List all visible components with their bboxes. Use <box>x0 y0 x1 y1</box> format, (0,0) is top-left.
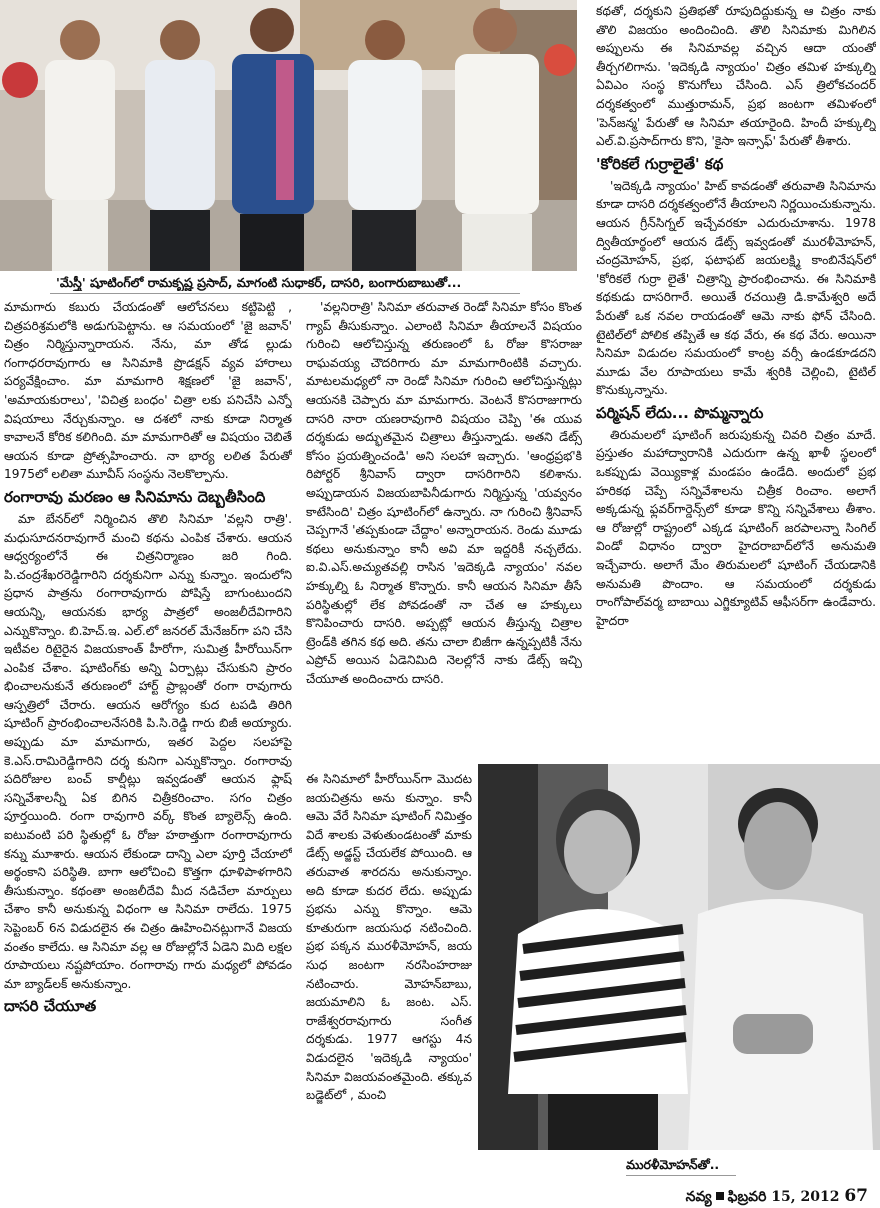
col1-paragraph: మా బేనర్‌లో నిర్మించిన తొలి సినిమా 'వల్లని రాత్రి'. మధుసూదనరావుగారే మంచి కథను ఎంపిక చేశారు. ఆయన ఆధ్వర్యంలోనే ఈ చిత్రనిర్మాణం జరి గింది. పి.చంద్రశేఖరరెడ్డిగారిని దర్శకునిగా ఎన్ను కున్నాం. ఇందులోని ప్రధాన పాత్రను రంగారావుగారు పోషిస్తే బాగుంటుందని ఆయన్ని, ఆయనకు భార్య పాత్రలో అంజలీదేవిగారిని ఎన్నుకొన్నాం. బి.హెచ్.ఇ. ఎల్.లో జనరల్ మేనేజర్‌గా పని చేసి ఇటీవల రిటైరైన విజయకాంత్ హీరోగా, సుమిత్ర హీరోయిన్‌గా ఎంపిక చేశాం. షూటింగ్‌కు అన్ని ఏర్పాట్లు చేసుకుని ప్రారం భించాలనుకునే తరుణంలో హార్ట్ ప్రాబ్లంతో రంగా రావుగారు ఆస్పత్రిలో చేరారు. ఆయన ఆరోగ్యం కుద టపడి తిరిగి షూటింగ్ ప్రారంభించాలనేసరికి పి.సి.రెడ్డి గారు బిజీ అయ్యారు. అప్పుడు మా మామగారు, ఇతర పెద్దల సలహాపై కె.ఎస్.రామిరెడ్డిగారిని దర్శ కునిగా ఎన్నుకొన్నాం. రంగారావు పదిరోజుల బంచ్ కాల్షీట్లు ఇవ్వడంతో ఆయన ఫ్లాష్ సన్నివేశాలన్నీ ఏక బిగిన చిత్రీకరించాం. సగం చిత్రం పూర్తయింది. రంగా రావుగారి వర్క్ కొంత బ్యాలెన్స్ ఉంది. ఐటువంటి పరి స్థితుల్లో ఓ రోజు హఠాత్తుగా రంగారావుగారు కన్ను మూశారు. ఆయన లేకుండా దాన్ని ఎలా పూర్తి చేయాలో అర్థంకాని పరిస్థితి. బాగా ఆలోచించి కొత్తగా ధూళిపాళగారిని తీసుకున్నాం. కథంతా అంజలీదేవి మీద నడిచేలా మార్పులు చేశాం కానీ అనుకున్న విధంగా ఆ సినిమా రాలేదు. 1975 సెప్టెంబర్ 6న విడుదలైన ఈ చిత్రం ఊహించినట్లుగానే విజయ వంతం కాలేదు. ఆ సినిమా వల్ల ఆ రోజుల్లోనే ఏడెని మిది లక్షల రూపాయలు నష్టపోయాం. రంగారావు గారు మధ్యలో పోవడం మా బ్యాడ్‌లక్ అనుకున్నాం. <box>4 511 292 991</box>
column-3 <box>596 2 876 762</box>
caption-rule <box>50 293 520 294</box>
top-photo-caption: 'మేస్త్రీ' షూటింగ్‌లో రామకృష్ణ ప్రసాద్, మాగంటి సుధాకర్, దాసరి, బంగారుబాబుతో... <box>56 275 462 290</box>
col3-paragraph: తిరుమలలో షూటింగ్ జరుపుకున్న చివరి చిత్రం మాదే. ప్రస్తుతం మహాద్వారానికి ఎదురుగా ఉన్న ఖాళీ స్థలంలో ఒకప్పుడు వెయ్యికాళ్ల మండపం ఉండేది. అందులో ప్రభ హరికథ చెప్పే సన్నివేశాలను చిత్రీక రించాం. అలాగే అక్కడున్న ఫ్లవర్‌గార్డెన్స్‌లో కూడా కొన్ని సన్నివేశాలు తీశాం. ఆ రోజుల్లో రాష్ట్రంలో ఎక్కడ షూటింగ్ జరపాలన్నా సింగిల్ విండో విధానం ద్వారా హైదరాబాద్‌లోనే అనుమతి ఇచ్చేవారు. అలాగే మేం తిరుమలలో షూటింగ్ చేయడానికి అనుమతి పొందాం. ఆ సమయంలో దర్శకుడు రాంగోపాల్‌వర్మ బాబాయి ఎగ్జిక్యూటివ్ ఆఫీసర్‌గా ఉండేవారు. హైదరా <box>596 427 876 628</box>
col3-paragraph: కథతో, దర్శకుని ప్రతిభతో రూపుదిద్దుకున్న ఆ చిత్రం నాకు తొలి విజయం అందించింది. తొలి సినిమాకు మిగిలిన అప్పులను ఈ సినిమావల్ల వచ్చిన ఆదా యంతో తీర్చగలిగాను. 'ఇదెక్కడి న్యాయం' చిత్రం తమిళ హక్కుల్ని ఏవిఎం సంస్థ కొనుగోలు చేసింది. ఎస్ త్రిలోకచందర్ దర్శకత్వంలో ముత్తురామన్, ప్రభ జంటగా తమిళంలో 'పెన్‌జన్మ' పేరుతో ఆ సినిమా తయారైంది. హిందీ హక్కుల్ని ఎల్.వి.ప్రసాద్‌గారు కొని, 'కైసా ఇన్సాఫ్' పేరుతో తీశారు. <box>596 4 876 149</box>
col2-paragraph: ఈ సినిమాలో హీరోయిన్‌గా మొదట జయచిత్రను అను కున్నాం. కానీ ఆమె వేరే సినిమా షూటింగ్ నిమిత్తం విదే శాలకు వెళుతుండటంతో మాకు డేట్స్ అడ్జస్ట్ చేయలేక పోయింది. ఆ తరువాత శారదను అనుకున్నాం. అది కూడా కుదర లేదు. అప్పుడు ప్రభను ఎన్ను కొన్నాం. ఆమె కూతురుగా జయసుధ నటించింది. ప్రభ పక్కన మురళీమోహన్, జయ సుధ జంటగా నరసింహరాజు నటించారు. మోహన్‌బాబు, జయమాలిని ఓ జంట. ఎస్. రాజేశ్వరరావుగారు సంగీత దర్శకుడు. 1977 ఆగస్టు 4న విడుదలైన 'ఇదెక్కడి న్యాయం' సినిమా విజయవంతమైంది. తక్కువ బడ్జెట్‌లో , మంచి <box>306 772 472 1103</box>
section-heading: దాసరి చేయూత <box>4 997 97 1016</box>
bottom-photo <box>478 764 880 1150</box>
section-heading: రంగారావు మరణం ఆ సినిమాను దెబ్బతీసింది <box>4 487 266 506</box>
bottom-photo-caption: మురళీమోహన్‌తో.. <box>626 1157 720 1172</box>
col3-paragraph: 'ఇదెక్కడి న్యాయం' హిట్ కావడంతో తరువాతి సినిమాను కూడా దాసరి దర్శకత్వంలోనే తీయాలని నిర్ణయించుకున్నాను. ఆయన గ్రీన్‌సిగ్నల్ ఇచ్చేవరకూ ఎదురుచూశాను. 1978 ద్వితీయార్థంలో ఆయన డేట్స్ ఇవ్వడంతో మురళీమోహన్, చంద్రమోహన్, ప్రభ, ఫటాఫట్ జయలక్ష్మి కాంబినేషన్‌లో 'కోరికలే గుర్రా లైతే' చిత్రాన్ని ప్రారంభించాను. ఈ సినిమాకి కథకుడు దాసరిగారే. అయితే రచయిత్రి డి.కామేశ్వరి అదే పేరుతో ఒక నవల రాయడంతో ఆమె నాకు ఫోన్ చేసింది. టైటిల్‌లో పోలిక తప్పితే ఆ కథ వేరు, ఈ కథ వేరు. అయినా సినిమా విడుదల సమయంలో కాంట్ర వర్సీ ఉండకూడదని మూడు వేల రూపాయలు కామే శ్వరికి చెల్లించి, టైటిల్ కొనుక్కున్నాను. <box>596 178 876 398</box>
page-number: 67 <box>844 1186 868 1206</box>
section-heading: 'కోరికలే గుర్రాలైతే' కథ <box>596 154 724 173</box>
column-2 <box>306 298 582 768</box>
top-photo <box>0 0 577 271</box>
col1-paragraph: మామగారు కబురు చేయడంతో ఆలోచనలు కట్టిపెట్టి , చిత్రపరిశ్రమలోకి అడుగుపెట్టాను. ఆ సమయంలో 'జై జవాన్' చిత్రం నిర్మిస్తున్నారాయన. నేను, మా తోడ ల్లుడు గంగాధరరావుగారు ఆ సినిమాకి ప్రొడక్షన్ వ్యవ హారాలు పర్యవేక్షించాం. మా మామగారి శిక్షణలో 'జై జవాన్', 'అమాయకురాలు', 'విచిత్ర బంధం' చిత్రా లకు పనిచేసి ఎన్నో విషయాలు నేర్చుకున్నాం. ఆ దశలో నాకు కూడా నిర్మాత కావాలనే కోరిక కలిగింది. మా మామగారితో ఆ విషయం చెబితే ఆయన కూడా ప్రోత్సహించారు. నా భార్య లలిత పేరుతో 1975లో లలితా మూవీస్ సంస్థను నెలకొల్పాను. <box>4 300 292 482</box>
caption-rule <box>626 1175 736 1176</box>
col2-paragraph: 'వల్లనిరాత్రి' సినిమా తరువాత రెండో సినిమా కోసం కొంత గ్యాప్ తీసుకున్నాం. ఎలాంటి సినిమా తీయాలనే విషయం గురించి ఆలోచిస్తున్న తరుణంలో ఓ రోజు కొసరాజు రాఘవయ్య చౌదరిగారు మా మామగారింటికి వచ్చారు. మాటలమధ్యలో నా రెండో సినిమా గురించి ఆలోచిస్తున్నట్లు ఆయనకి చెప్పారు మా మామగారు. వెంటనే కొసరాజుగారు దాసరి నారా యణరావుగారి విషయం చెప్పి 'ఈ యువ దర్శకుడు అద్భుతమైన చిత్రాలు తీస్తున్నాడు. అతని డేట్స్ కోసం ప్రయత్నించండి' అని సలహా ఇచ్చారు. 'ఆంధ్రప్రభ'కి రిపోర్టర్ శ్రీనివాస్ ద్వారా దాసరిగారిని కలిశాను. అప్పుడాయన విజయబాపినీడుగారు నిర్మిస్తున్న 'యవ్వనం కాటేసింది' చిత్రం షూటింగ్‌లో ఉన్నారు. నా గురించి శ్రీనివాస్ చెప్పగానే 'తప్పకుండా చేద్దాం' అన్నారాయన. రెండు మూడు కథలు అనుకున్నాం కానీ అవి మా ఇద్దరికీ నచ్చలేదు. ఐ.వి.ఎస్.అచ్యుతవల్లి రాసిన 'ఇదెక్కడి న్యాయం' నవల హక్కుల్ని ఓ నిర్మాత కొన్నారు. కానీ ఆయన సినిమా తీసే పరిస్థితుల్లో లేక పోవడంతో నా చేత ఆ హక్కులు కొనిపించారు దాసరి. అప్పట్లో ఆయన తీస్తున్న చిత్రాల ట్రెండ్‌కి తగిన కథ అది. తను చాలా బిజీగా ఉన్నప్పటికీ నేను ఎప్రోచ్ అయిన ఏడెనిమిది నెలల్లోనే నాకు డేట్స్ ఇచ్చి చేయూత అందించారు దాసరి. <box>306 300 582 686</box>
column-1 <box>4 298 292 1208</box>
separator-square-icon <box>716 1192 724 1200</box>
column-2-narrow <box>306 770 472 1208</box>
issue-date: ఫిబ్రవరి 15, 2012 <box>727 1189 840 1205</box>
section-heading: పర్మిషన్ లేదు... పొమ్మన్నారు <box>596 403 764 422</box>
magazine-name: నవ్య <box>685 1189 712 1205</box>
page-footer <box>686 1186 868 1208</box>
